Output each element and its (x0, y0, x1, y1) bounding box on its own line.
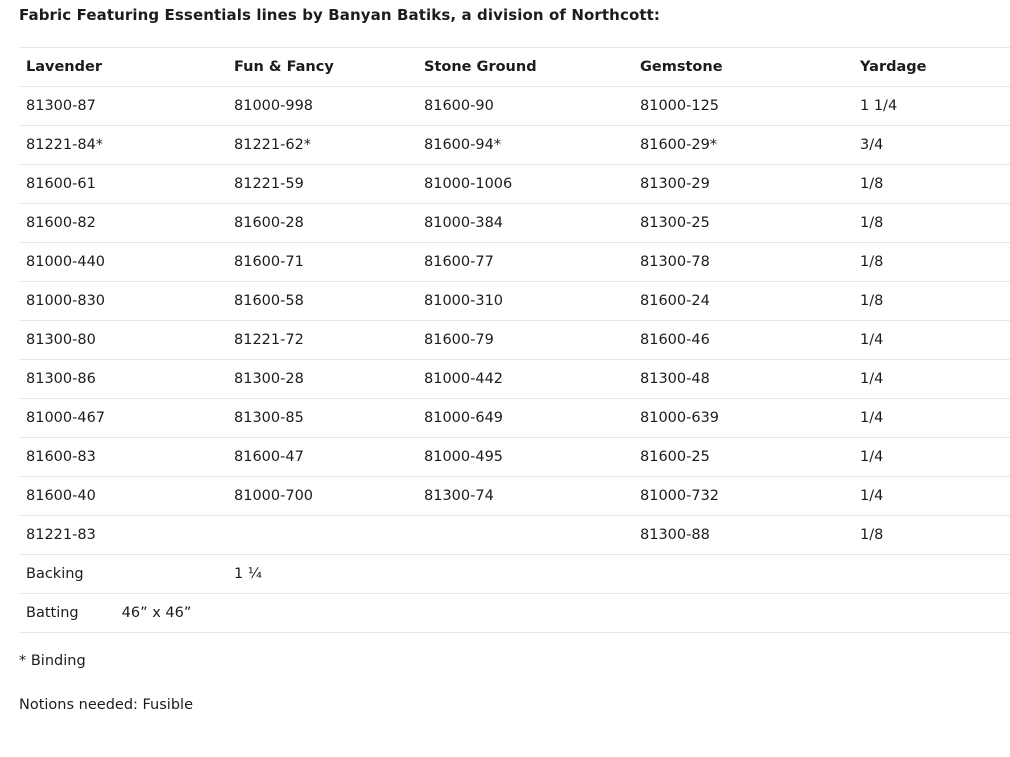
table-cell: 81000-998 (227, 87, 417, 126)
table-body (19, 87, 1010, 633)
backing-label: Backing (19, 555, 227, 594)
column-header-gemstone: Gemstone (633, 48, 853, 87)
table-cell: 81300-86 (19, 360, 227, 399)
table-cell: 81300-80 (19, 321, 227, 360)
table-cell: 81600-47 (227, 438, 417, 477)
table-cell: 1/8 (853, 165, 1010, 204)
table-cell: 81221-59 (227, 165, 417, 204)
table-cell: 81600-71 (227, 243, 417, 282)
table-cell: 1/8 (853, 243, 1010, 282)
table-cell: 81600-83 (19, 438, 227, 477)
table-row (19, 399, 1010, 438)
notions-note: Notions needed: Fusible (19, 697, 193, 713)
table-cell: 81000-639 (633, 399, 853, 438)
batting-cell (19, 594, 227, 633)
table-row (19, 87, 1010, 126)
column-header-stone-ground: Stone Ground (417, 48, 633, 87)
table-row (19, 282, 1010, 321)
table-cell: 81000-384 (417, 204, 633, 243)
batting-label: Batting (26, 605, 79, 621)
table-cell: 1/8 (853, 516, 1010, 555)
table-cell: 81221-84* (19, 126, 227, 165)
column-header-lavender: Lavender (19, 48, 227, 87)
table-cell: 81600-46 (633, 321, 853, 360)
table-cell: 3/4 (853, 126, 1010, 165)
table-cell: 81000-442 (417, 360, 633, 399)
table-cell: 1/8 (853, 204, 1010, 243)
table-cell: 81000-649 (417, 399, 633, 438)
table-cell: 81300-88 (633, 516, 853, 555)
table-cell: 81000-310 (417, 282, 633, 321)
binding-note: * Binding (19, 653, 86, 669)
table-cell: 81000-495 (417, 438, 633, 477)
table-cell (227, 516, 417, 555)
table-cell: 81000-1006 (417, 165, 633, 204)
table-cell (417, 516, 633, 555)
table-cell: 1/4 (853, 360, 1010, 399)
table-cell: 81300-48 (633, 360, 853, 399)
table-cell (417, 555, 633, 594)
column-header-fun-fancy: Fun & Fancy (227, 48, 417, 87)
table-row (19, 243, 1010, 282)
table-cell: 81300-78 (633, 243, 853, 282)
table-cell: 81600-61 (19, 165, 227, 204)
table-cell: 81300-29 (633, 165, 853, 204)
table-row (19, 321, 1010, 360)
table-cell (633, 555, 853, 594)
intro-heading: Fabric Featuring Essentials lines by Banyan Batiks, a division of Northcott: (19, 6, 660, 24)
table-cell: 81600-58 (227, 282, 417, 321)
table-cell: 81600-94* (417, 126, 633, 165)
table-cell (853, 594, 1010, 633)
table-cell (227, 594, 417, 633)
table-cell: 81600-40 (19, 477, 227, 516)
table-cell: 81221-83 (19, 516, 227, 555)
table-cell: 81600-77 (417, 243, 633, 282)
backing-value: 1 ¼ (227, 555, 417, 594)
table-cell: 1/4 (853, 477, 1010, 516)
table-row (19, 165, 1010, 204)
table-cell: 81600-24 (633, 282, 853, 321)
table-cell: 81300-25 (633, 204, 853, 243)
table-row (19, 126, 1010, 165)
table-cell: 81300-28 (227, 360, 417, 399)
table-cell: 81000-700 (227, 477, 417, 516)
table-cell (633, 594, 853, 633)
table-cell: 81600-25 (633, 438, 853, 477)
backing-row (19, 555, 1010, 594)
table-cell: 81221-62* (227, 126, 417, 165)
table-cell: 81300-74 (417, 477, 633, 516)
column-header-yardage: Yardage (853, 48, 1010, 87)
table-cell: 81600-90 (417, 87, 633, 126)
table-cell: 1/8 (853, 282, 1010, 321)
batting-row (19, 594, 1010, 633)
table-cell: 1/4 (853, 399, 1010, 438)
table-cell: 81300-85 (227, 399, 417, 438)
table-cell: 1 1/4 (853, 87, 1010, 126)
table-cell: 1/4 (853, 321, 1010, 360)
table-cell: 81000-440 (19, 243, 227, 282)
table-cell: 81221-72 (227, 321, 417, 360)
table-cell: 81000-732 (633, 477, 853, 516)
table-cell: 81300-87 (19, 87, 227, 126)
table-cell (853, 555, 1010, 594)
table-row (19, 516, 1010, 555)
table-cell: 81000-125 (633, 87, 853, 126)
table-row (19, 438, 1010, 477)
table-row (19, 204, 1010, 243)
table-cell: 1/4 (853, 438, 1010, 477)
table-cell: 81600-29* (633, 126, 853, 165)
table-row (19, 477, 1010, 516)
table-cell: 81600-79 (417, 321, 633, 360)
table-cell: 81600-82 (19, 204, 227, 243)
table-cell: 81000-467 (19, 399, 227, 438)
table-row (19, 360, 1010, 399)
fabric-table (19, 47, 1010, 633)
table-cell: 81000-830 (19, 282, 227, 321)
batting-value: 46” x 46” (121, 605, 192, 621)
table-cell: 81600-28 (227, 204, 417, 243)
table-cell (417, 594, 633, 633)
table-header-row (19, 48, 1010, 87)
